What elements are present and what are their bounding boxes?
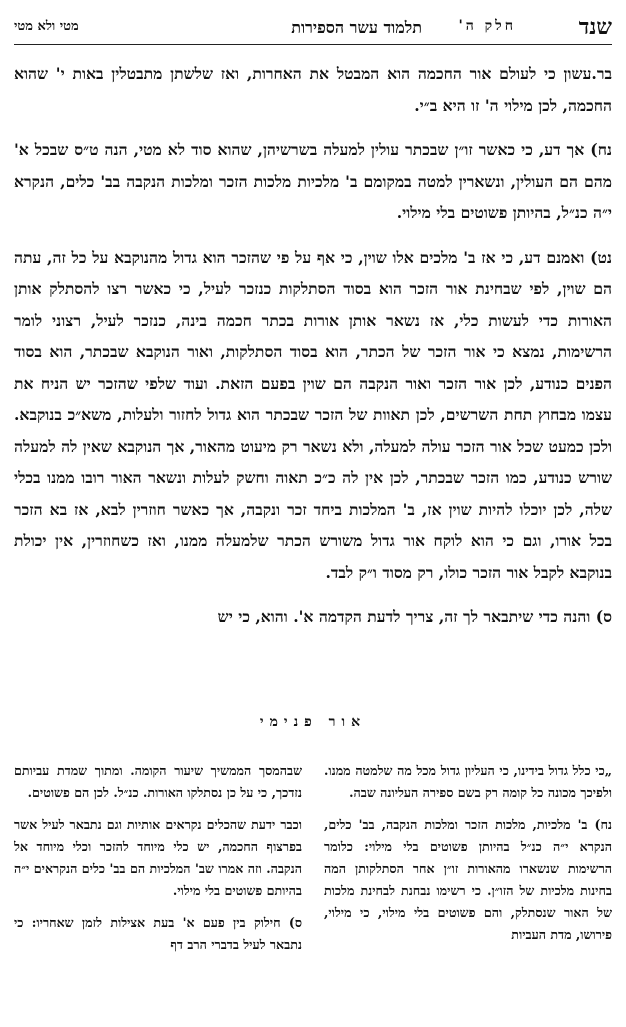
commentary-paragraph: ס) חילוק בין פעם א' בעת אצילות לזמן שאחריו: כי נתבאר לעיל בדברי הרב דף bbox=[14, 915, 302, 952]
main-text bbox=[14, 58, 612, 646]
running-head: מטי ולא מטי bbox=[14, 19, 79, 34]
main-paragraph: נח) אך דע, כי כאשר זו״ן שבכתר עולין למעלה בשרשיהן, שהוא סוד לא מטי, הנה ט״ס שבכל א' מהם הם העולין, ונשארין למטה במקומם ב' מלכיות מלכות הזכר ומלכות הנקבה בב' כלים, הנקרא י״ה כנ״ל, בהיותן פשוטים בלי מילוי. bbox=[14, 140, 612, 222]
book-title: תלמוד עשר הספירות bbox=[291, 18, 422, 37]
part-label: חלק ה' bbox=[458, 18, 516, 34]
main-paragraph: נט) ואמנם דע, כי אז ב' מלכים אלו שוין, כי אף על פי שהזכר הוא גדול מהנוקבא על כל זה, עתה הם שוין, לפי שבחינת אור הזכר הוא בסוד הסתלקות כנזכר לעיל, כי כאשר רצו להסתלק אותן האורות כדי לעשות כלי, אז נשאר אותן אורות בכתר חכמה בינה, כנזכר לעיל, רצוני לומר הרשימות, נמצא כי אור הזכר של הכתר, הוא בסוד הסתלקות, ואור הנוקבא שבכתר, הוא בסוד הפנים כנודע, לכן אור הזכר ואור הנקבה הם שוין בפעם הזאת. ועוד שלפי שהזכר יש הניח את עצמו מבחוץ תחת השרשים, לכן תאוות של הזכר שבכתר הוא גדול לחזור ולעלות, משא״כ בנוקבא. ולכן כמעט שכל אור הזכר עולה למעלה, ולא נשאר רק מיעוט מהאור, אך הנוקבא שאין לה למעלה שורש כנודע, כמו הזכר שבכתר, לכן אין לה כ״כ תאוה וחשק לעלות ונשאר האור רובו ממנו בכלי שלה, לכן יוכלו להיות שוין אז, ב' המלכות ביחד זכר ונקבה, אך כאשר חוזרין לבא, אז בא הזכר בכל אורו, וגם כי הוא לוקח אור גדול משורש הכתר שלמעלה ממנו, ואז כשחוזרין, אין יכולת בנוקבא לקבל אור הזכר כולו, רק מסוד ו״ק לבד. bbox=[14, 247, 612, 582]
main-paragraph: בר.עשון כי לעולם אור החכמה הוא המבטל את האחרות, ואז שלשתן מתבטלין באות י' שהוא החכמה, לכן מילוי ה' זו היא ב״י. bbox=[14, 64, 612, 115]
commentary-paragraph: „כי כלל גדול בידינו, כי העליון גדול מכל מה שלמטה ממנו. ולפיכך מכונה כל קומה רק בשם ספירה העליונה שבה. bbox=[324, 763, 612, 800]
main-paragraph: ס) והנה כדי שיתבאר לך זה, צריך לדעת הקדמה א'. והוא, כי יש bbox=[217, 607, 612, 626]
commentary-column-right bbox=[324, 760, 612, 956]
commentary-heading: אור פנימי bbox=[259, 714, 367, 730]
commentary-column-left bbox=[14, 760, 302, 966]
commentary-paragraph: שבהמסך הממשיך שיעור הקומה. ומתוך שמדת עביותם נזדכך, כי על כן נסתלקו האורות. כנ״ל. לכן הם פשוטים. bbox=[14, 763, 302, 800]
page-number: שנד bbox=[578, 14, 612, 40]
page-header bbox=[14, 8, 612, 45]
commentary-paragraph: וכבר ידעת שהכלים נקראים אותיות וגם נתבאר לעיל אשר בפרצוף החכמה, יש כלי מיוחד להזכר וכלי מיוחד אל הנקבה. וזה אמרו שב' המלכיות הם בב' כלים הנקראים י״ה בהיותם פשוטים בלי מילוי. bbox=[14, 817, 302, 898]
commentary-paragraph: נח) ב' מלכיות, מלכות הזכר ומלכות הנקבה, בב' כלים, הנקרא י״ה כנ״ל בהיותן פשוטים בלי מילוי: כלומר הרשימות שנשארו מהאורות זו״ן אחר הסתלקותן המה בחינות מלכיות של הזו״ן. כי רשימו נבחנת לבחינת מלכות של האור שנסתלק, והם פשוטים בלי מילוי, כי מילוי, פירושו, מדת העביות bbox=[324, 817, 612, 942]
commentary-columns bbox=[14, 760, 612, 1022]
